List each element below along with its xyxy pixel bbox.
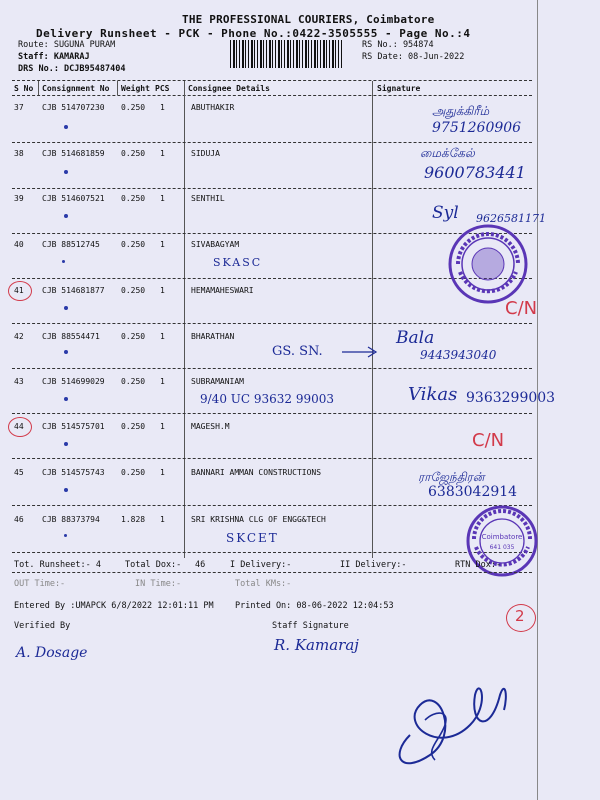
out-time: OUT Time:-: [14, 579, 66, 589]
row-44-sno: 44: [14, 422, 24, 431]
row-43-cons: CJB 514699029: [42, 377, 105, 386]
col-sno: S No: [14, 84, 34, 93]
staff-label: Staff: KAMARAJ: [18, 52, 90, 62]
row-43-sno: 43: [14, 377, 24, 386]
in-time: IN Time:-: [135, 579, 182, 589]
col-pcs: PCS: [155, 84, 170, 93]
row-44-weight: 0.250: [121, 422, 146, 431]
row-42-phone: 9443943040: [420, 348, 497, 362]
row-41-pcs: 1: [160, 286, 165, 295]
i-delivery: I Delivery:-: [230, 560, 292, 570]
row-39-cons: CJB 514607521: [42, 194, 105, 203]
total-dox-value: 46: [195, 560, 206, 570]
col-weight: Weight: [121, 84, 150, 93]
tot-runsheet: Tot. Runsheet:- 4: [14, 560, 101, 570]
row-37-weight: 0.250: [121, 103, 146, 112]
row-42-sig: Bala: [396, 328, 435, 348]
col-consignment: Consignment No: [42, 84, 110, 93]
row-40-consignee: SIVABAGYAM: [191, 240, 240, 249]
row-44-cons: CJB 514575701: [42, 422, 105, 431]
row-42-cons: CJB 88554471: [42, 332, 100, 341]
row-37-pcs: 1: [160, 103, 165, 112]
row-37-phone: 9751260906: [432, 120, 522, 136]
row-40-cons: CJB 88512745: [42, 240, 100, 249]
page-mark: 2: [515, 607, 525, 625]
row-42-weight: 0.250: [121, 332, 146, 341]
row-38-phone: 9600783441: [424, 163, 526, 182]
row-41-cn-mark: C/N: [505, 298, 538, 319]
row-37-cons: CJB 514707230: [42, 103, 105, 112]
row-44-consignee: MAGESH.M: [191, 422, 230, 431]
courier-stamp-1: [446, 222, 530, 306]
printed-on: Printed On: 08-06-2022 12:04:53: [235, 601, 394, 611]
drs-label: DRS No.: DCJB95487404: [18, 64, 126, 74]
company-title: THE PROFESSIONAL COURIERS, Coimbatore: [182, 13, 435, 26]
row-40-weight: 0.250: [121, 240, 146, 249]
svg-text:641 035: 641 035: [489, 544, 515, 551]
row-43-sig: Vikas: [408, 384, 458, 405]
row-39-phone: 9626581171: [476, 212, 546, 225]
row-37-consignee: ABUTHAKIR: [191, 103, 235, 112]
row-39-sig: Syl: [432, 203, 459, 223]
row-46-weight: 1.828: [121, 515, 146, 524]
rtn-dox: RTN Dox:-: [455, 560, 502, 570]
staff-signature: R. Kamaraj: [274, 636, 359, 654]
col-signature: Signature: [377, 84, 421, 93]
row-40-pcs: 1: [160, 240, 165, 249]
row-38-cons: CJB 514681859: [42, 149, 105, 158]
row-43-pcs: 1: [160, 377, 165, 386]
barcode: [230, 40, 342, 68]
row-39-pcs: 1: [160, 194, 165, 203]
row-38-pcs: 1: [160, 149, 165, 158]
row-40-note: SKASC: [213, 256, 263, 269]
row-37-sig: அதுக்கிரீம்: [432, 104, 490, 118]
row-38-sno: 38: [14, 149, 24, 158]
row-42-consignee: BHARATHAN: [191, 332, 235, 341]
row-41-cons: CJB 514681877: [42, 286, 105, 295]
row-45-consignee: BANNARI AMMAN CONSTRUCTIONS: [191, 468, 322, 477]
row-41-sno: 41: [14, 286, 24, 295]
row-39-weight: 0.250: [121, 194, 146, 203]
row-38-weight: 0.250: [121, 149, 146, 158]
row-40-sno: 40: [14, 240, 24, 249]
verified-by: Verified By: [14, 621, 71, 631]
row-44-cn-mark: C/N: [472, 430, 505, 451]
row-45-cons: CJB 514575743: [42, 468, 105, 477]
row-41-weight: 0.250: [121, 286, 146, 295]
verified-signature: A. Dosage: [16, 645, 88, 661]
rs-no-label: RS No.: 954874: [362, 40, 434, 50]
entered-by: Entered By :UMAPCK 6/8/2022 12:01:11 PM: [14, 601, 214, 611]
row-39-consignee: SENTHIL: [191, 194, 225, 203]
row-43-phone: 9363299003: [466, 390, 556, 406]
row-46-consignee: SRI KRISHNA CLG OF ENGG&TECH: [191, 515, 326, 524]
ii-delivery: II Delivery:-: [340, 560, 407, 570]
row-37-sno: 37: [14, 103, 24, 112]
row-39-sno: 39: [14, 194, 24, 203]
total-kms: Total KMs:-: [235, 579, 292, 589]
row-43-weight: 0.250: [121, 377, 146, 386]
staff-signature-label: Staff Signature: [272, 621, 349, 631]
row-43-consignee: SUBRAMANIAM: [191, 377, 244, 386]
row-42-sno: 42: [14, 332, 24, 341]
large-signature-scribble: [380, 665, 520, 775]
row-46-pcs: 1: [160, 515, 165, 524]
row-46-sno: 46: [14, 515, 24, 524]
rs-date-label: RS Date: 08-Jun-2022: [362, 52, 465, 62]
row-41-consignee: HEMAMAHESWARI: [191, 286, 254, 295]
row-38-consignee: SIDUJA: [191, 149, 220, 158]
arrow-icon: [340, 345, 380, 359]
total-dox-label: Total Dox:-: [125, 560, 182, 570]
row-42-note: GS. SN.: [272, 344, 323, 359]
row-45-sig: ராஜேந்திரன்: [418, 470, 485, 484]
row-46-note: SKCET: [226, 531, 279, 545]
row-44-pcs: 1: [160, 422, 165, 431]
row-45-pcs: 1: [160, 468, 165, 477]
row-46-cons: CJB 88373794: [42, 515, 100, 524]
row-45-weight: 0.250: [121, 468, 146, 477]
runsheet-subtitle: Delivery Runsheet - PCK - Phone No.:0422-3505555 - Page No.:4: [36, 27, 471, 40]
row-42-pcs: 1: [160, 332, 165, 341]
row-45-sno: 45: [14, 468, 24, 477]
col-consignee: Consignee Details: [188, 84, 270, 93]
svg-text:Coimbatore: Coimbatore: [481, 533, 523, 541]
row-43-note: 9/40 UC 93632 99003: [200, 392, 335, 406]
route-label: Route: SUGUNA PURAM: [18, 40, 116, 50]
row-45-phone: 6383042914: [428, 484, 518, 500]
row-38-sig: மைக்கேல்: [420, 146, 475, 160]
